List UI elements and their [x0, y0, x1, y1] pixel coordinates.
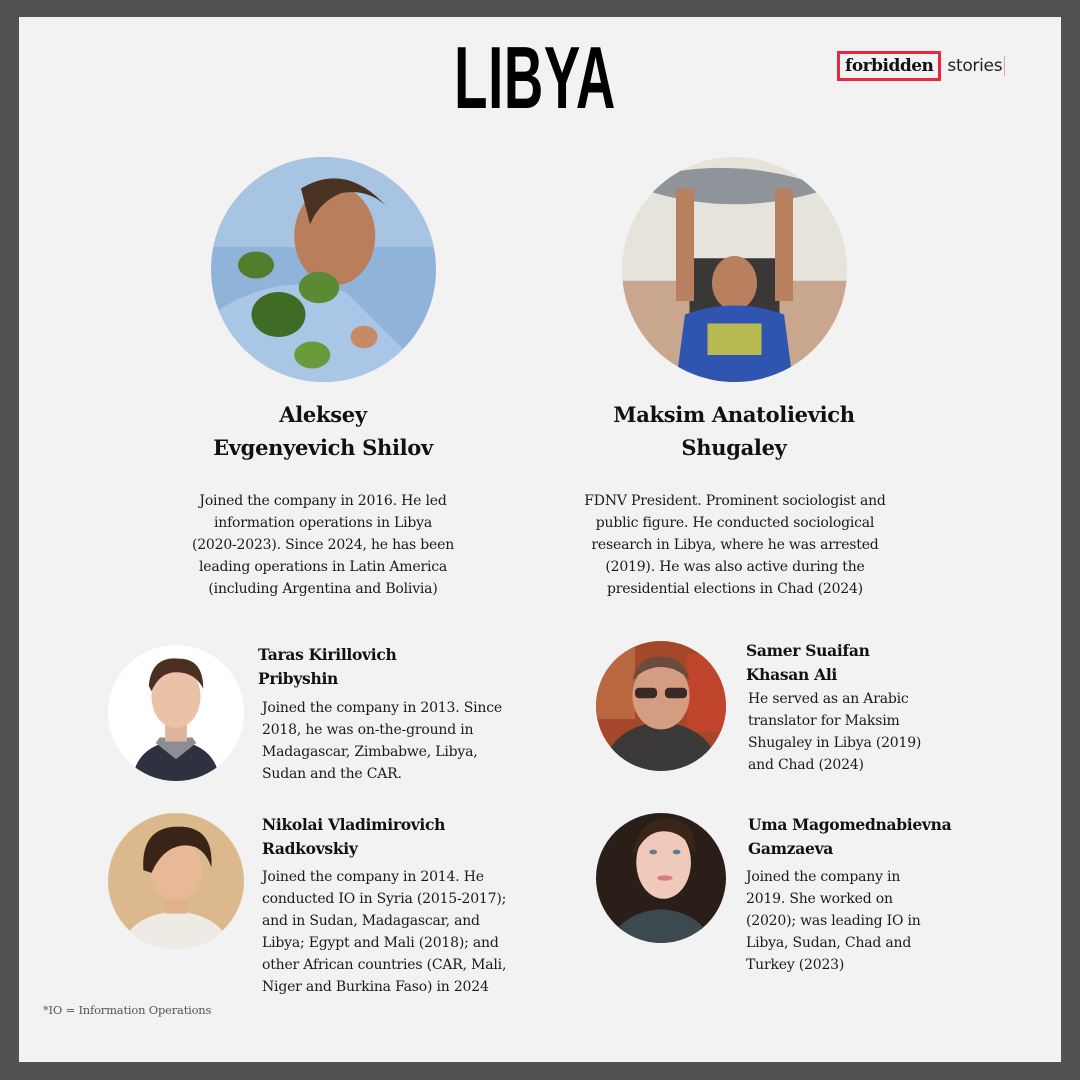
- person-uma-name: Uma Magomednabievna Gamzaeva: [748, 815, 952, 858]
- man-portrait-photo-icon: [108, 645, 244, 781]
- person-samer-name: Samer Suaifan Khasan Ali: [746, 641, 870, 684]
- avatar-samer-khasan-ali: [596, 641, 726, 771]
- person-taras-name: Taras Kirillovich Pribyshin: [258, 645, 397, 688]
- featured-person-2-name: Maksim Anatolievich Shugaley: [613, 402, 855, 460]
- person-uma-description: Joined the company in 2019. She worked on (2020); was leading IO in Libya, Sudan, Chad and Turkey (2023): [746, 869, 921, 973]
- avatar-uma-gamzaeva: [596, 813, 726, 943]
- page-title: LIBYA: [454, 28, 616, 127]
- logo-boxed-word: forbidden: [837, 51, 941, 81]
- featured-person-2-description: FDNV President. Prominent sociologist and public figure. He conducted sociological research in Libya, where he was arrested (2019). He was also active during the presidential elections in Chad (2024): [584, 493, 886, 597]
- avatar-aleksey-shilov: [211, 157, 436, 382]
- man-with-glasses-photo-icon: [596, 641, 726, 771]
- person-nikolai-description: Joined the company in 2014. He conducted IO in Syria (2015-2017); and in Sudan, Madagascar, and Libya; Egypt and Mali (2018); and other African countries (CAR, Mali, Niger and Burkina Faso) in 2024: [262, 869, 507, 995]
- person-taras-description: Joined the company in 2013. Since 2018, he was on-the-ground in Madagascar, Zimbabwe, Libya, Sudan and the CAR.: [262, 700, 502, 782]
- forbidden-stories-logo: [837, 51, 1005, 81]
- man-holding-fish-photo-icon: [622, 157, 847, 382]
- man-with-leaves-photo-icon: [211, 157, 436, 382]
- young-man-portrait-photo-icon: [108, 813, 244, 949]
- logo-word: stories: [947, 56, 1005, 76]
- person-samer-description: He served as an Arabic translator for Maksim Shugaley in Libya (2019) and Chad (2024): [748, 691, 922, 773]
- avatar-maksim-shugaley: [622, 157, 847, 382]
- featured-person-1-name: Aleksey Evgenyevich Shilov: [213, 402, 433, 460]
- avatar-taras-pribyshin: [108, 645, 244, 781]
- featured-person-1-description: Joined the company in 2016. He led information operations in Libya (2020-2023). Since 2024, he has been leading operations in Latin America (including Argentina and Bolivia): [191, 493, 455, 597]
- footnote: *IO = Information Operations: [43, 1003, 212, 1017]
- person-nikolai-name: Nikolai Vladimirovich Radkovskiy: [262, 815, 446, 858]
- avatar-nikolai-radkovskiy: [108, 813, 244, 949]
- woman-curly-hair-photo-icon: [596, 813, 726, 943]
